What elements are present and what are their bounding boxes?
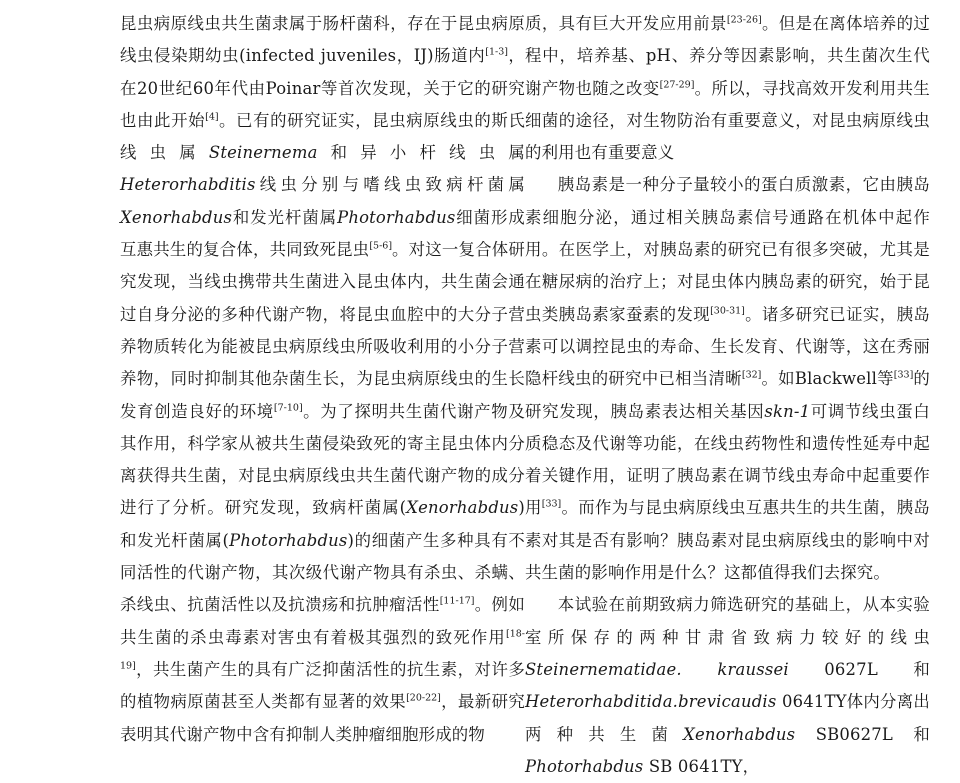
text-run: 。但是在离体培养的过程中，培养基、pH、养分等因素影响，共生菌次生代谢产物也随之改变 (525, 14, 930, 98)
reference-superscript: [32] (741, 369, 762, 381)
reference-superscript: [18-19] (120, 628, 525, 672)
text-run: 。例如共生菌的杀虫毒素对害虫有着极其强烈的致死作用 (120, 595, 525, 647)
text-run: 的研究发现，胰岛素表达相关基因 (525, 369, 930, 421)
latin-name: Heterorhabditis (120, 175, 256, 195)
latin-name: Xenorhabdus (683, 724, 796, 744)
two-column-layout (20, 8, 940, 776)
latin-name: Photorhabdus (229, 530, 348, 550)
latin-name: skn-1 (764, 401, 811, 421)
text-run: 可调节线虫蛋白质稳态及代谢等功能，在线虫药物性和遗传性延寿中起着关键作用，证明了胰岛素在调节线虫寿命中起重要作用 (525, 401, 930, 518)
reference-superscript: [7-10] (273, 402, 303, 414)
text-run: ，在20世纪60年代由Poinar等首次发现，关于它的研究也由此开始 (120, 46, 526, 130)
text-run: 本试验在前期致病力筛选研究的基础上，从本实验室所保存的两种甘肃省致病力较好的线虫 (525, 595, 930, 647)
reference-superscript: [23-26] (726, 14, 762, 26)
text-run: 质，具有巨大开发应用前景 (525, 14, 727, 33)
latin-name: Photorhabdus (337, 207, 456, 227)
latin-name: Heterorhabditida.brevicaudis (525, 692, 777, 712)
paragraph (120, 8, 525, 751)
right-column (525, 8, 930, 783)
reference-superscript: [5-6] (369, 240, 393, 252)
text-run: 线虫分别与嗜线虫致病杆菌属 (255, 175, 525, 195)
latin-name: Xenorhabdus (406, 498, 519, 518)
text-run: ，共生菌产生的具有广泛抑菌活性的抗生素，对许多的植物病原菌甚至人类都有显著的效果 (120, 659, 525, 712)
paragraph (525, 169, 930, 589)
reference-superscript: [33] (541, 498, 562, 510)
reference-superscript: [33] (893, 369, 914, 381)
text-run: 和异小杆线虫属 (317, 143, 525, 163)
text-run: 0627L 和 (788, 659, 930, 679)
reference-superscript: [20-22] (406, 692, 441, 704)
text-run: 。为了探明共生菌代谢产物及其作用，科学家从被共生菌侵染致死的寄主昆虫体内分离获得共生菌，对昆虫病原线虫共生菌代谢产物的成分进行了分析。研究发现，致病杆菌属( (120, 401, 525, 518)
text-run: )的细菌产生多种具有不同活性的代谢产物，其次级代谢产物具有杀虫、杀螨、杀线虫、抗菌活性以及抗溃疡和抗肿瘤活性 (120, 530, 525, 615)
reference-superscript: [30-31] (710, 305, 745, 317)
text-run: )和发光杆菌属( (120, 498, 525, 550)
text-run: SB 0641TY， (643, 756, 760, 776)
text-run: 。而作为与昆虫病原线虫互惠共生的共生菌，胰岛素对其是否有影响？胰岛素对昆虫病原线虫的影响中对共生菌的影响作用是什么？这都值得我们去探究。 (525, 498, 930, 583)
latin-name: Steinernema (208, 143, 318, 163)
paragraph (525, 589, 930, 783)
reference-superscript: [4] (205, 111, 219, 123)
text-run: SB0627L 和 (795, 724, 931, 744)
latin-name: Xenorhabdus (120, 207, 233, 227)
text-run: 和发光杆菌属 (232, 207, 338, 227)
left-column (120, 8, 525, 751)
text-run: 昆虫病原线虫共生菌隶属于肠杆菌科，存在于昆虫病原线虫侵染期幼虫(infected juveniles，IJ)肠道内 (120, 14, 525, 66)
reference-superscript: [1-3] (485, 46, 508, 58)
reference-superscript: [11-17] (439, 595, 475, 607)
text-run: 。所以，寻找高效开发利用共生细菌的途径，对生物防治有重要意义，对昆虫病原线虫的利用也有重要意义 (525, 78, 930, 163)
text-run: 细菌形成互惠共生的复合体，共同致死昆虫 (120, 207, 525, 260)
text-run: 。已有的研究证实，昆虫病原线虫的斯氏线虫属 (120, 110, 526, 163)
paragraph (525, 8, 930, 169)
latin-name: Steinernematidae. kraussei (525, 659, 789, 679)
text-run: 0641TY体内分离出两种共生菌 (525, 692, 930, 744)
text-run: 胰岛素是一种分子量较小的蛋白质激素，它由胰岛素细胞分泌，通过相关胰岛素信号通路在机体中起作用。在医学上，对胰岛素的研究已有很多突破，尤其是在糖尿病的治疗上；对昆虫体内胰岛素的研究，始于昆虫类胰岛素家蚕素的发现 (525, 175, 930, 324)
reference-superscript: [27-29] (659, 79, 695, 91)
text-run: 。如Blackwell等 (761, 369, 894, 389)
text-run: 。对这一复合体研究发现，当线虫携带共生菌进入昆虫体内，共生菌会通过自身分泌的多种代谢产物，将昆虫血腔中的大分子营养物质转化为能被昆虫病原线虫所吸收利用的小分子营养物，同时抑制其他杂菌生长，为昆虫病原线虫的生长发育创造良好的环境 (120, 240, 525, 421)
text-run: 。诸多研究已证实，胰岛素可以调控昆虫的寿命、生长发育、代谢等，这在秀丽隐杆线虫的研究中已相当清晰 (525, 304, 930, 389)
text-run: ，最新研究表明其代谢产物中含有抑制人类肿瘤细胞形成的物 (120, 692, 526, 744)
latin-name: Photorhabdus (525, 756, 644, 776)
